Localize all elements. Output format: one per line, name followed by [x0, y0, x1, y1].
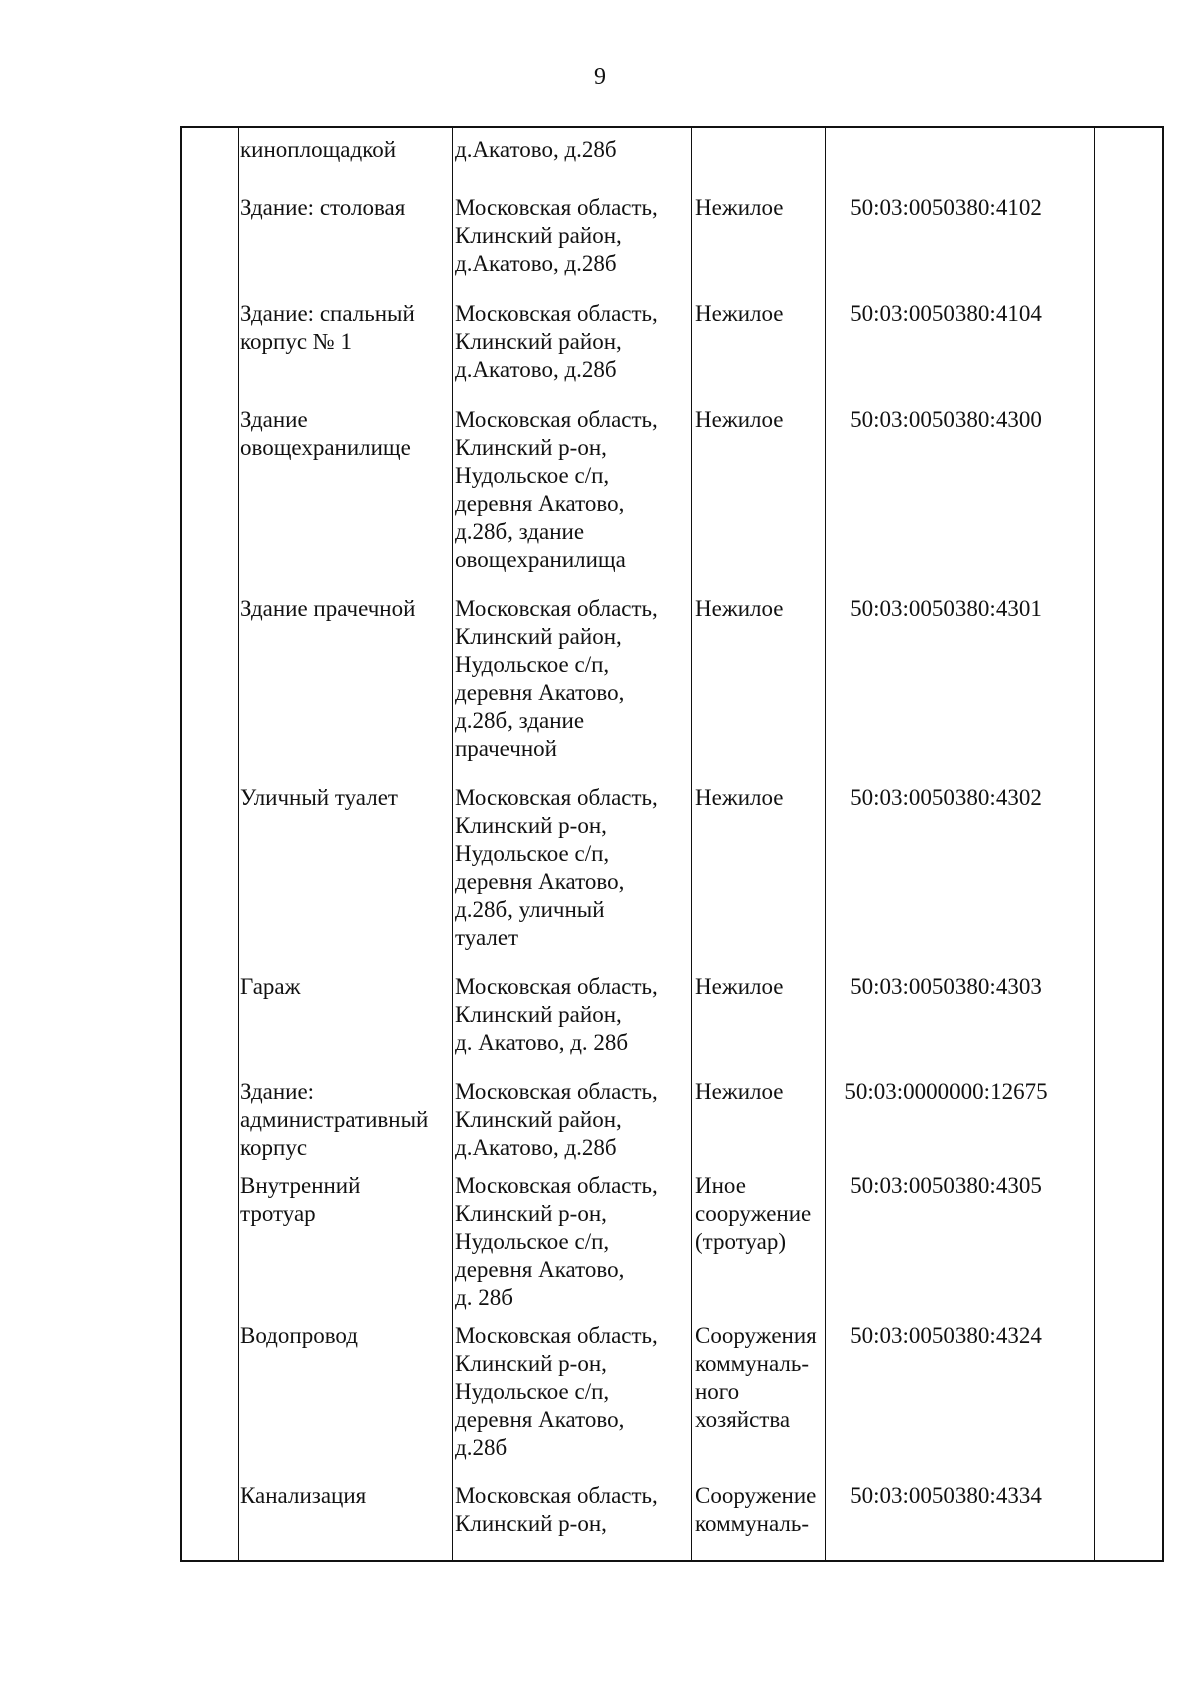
object-type [695, 300, 784, 328]
object-address [455, 406, 658, 574]
object-address-line: Нудольское с/п, [455, 1379, 610, 1404]
object-name-line: тротуар [240, 1201, 316, 1226]
cadastral-number: 50:03:0050380:4301 [850, 596, 1042, 621]
object-address-line: Московская область, [455, 596, 658, 621]
object-address-line: Московская область, [455, 1323, 658, 1348]
object-type-line: коммуналь- [695, 1511, 810, 1536]
object-type [695, 784, 784, 812]
object-type-line: Иное [695, 1173, 746, 1198]
object-type [695, 1322, 817, 1434]
object-type-line: Нежилое [695, 974, 784, 999]
column-divider [452, 128, 453, 1560]
object-address [455, 300, 658, 384]
object-address-line: Нудольское с/п, [455, 463, 610, 488]
object-address [455, 1322, 658, 1462]
object-name [240, 973, 301, 1001]
object-type [695, 1482, 816, 1538]
object-name [240, 194, 405, 222]
object-address-line: Московская область, [455, 974, 658, 999]
object-address-line: овощехранилища [455, 547, 626, 572]
object-type [695, 406, 784, 434]
object-address-line: Московская область, [455, 407, 658, 432]
object-name-line: корпус № 1 [240, 329, 352, 354]
object-address-line: Клинский р-он, [455, 1511, 607, 1536]
cadastral-number: 50:03:0050380:4302 [850, 785, 1042, 810]
object-address-line: Клинский р-он, [455, 1201, 607, 1226]
object-address [455, 595, 658, 763]
object-type-line: Сооружения [695, 1323, 817, 1348]
object-address [455, 1078, 658, 1162]
object-address-line: деревня Акатово, [455, 1257, 625, 1282]
object-type-line: сооружение [695, 1201, 812, 1226]
object-address [455, 973, 658, 1057]
object-address-line: туалет [455, 925, 519, 950]
object-address-line: Московская область, [455, 1483, 658, 1508]
object-address-line: Московская область, [455, 301, 658, 326]
object-type-line: хозяйства [695, 1407, 791, 1432]
object-address-line: Клинский район, [455, 223, 622, 248]
object-type-line: Нежилое [695, 195, 784, 220]
cadastral-number: 50:03:0000000:12675 [844, 1079, 1048, 1104]
object-type-line: Нежилое [695, 1079, 784, 1104]
object-address-line: Московская область, [455, 785, 658, 810]
object-address-line: д. 28б [455, 1285, 513, 1310]
object-type-line: Нежилое [695, 785, 784, 810]
object-address-line: Клинский р-он, [455, 813, 607, 838]
cadastral-number: 50:03:0050380:4324 [850, 1323, 1042, 1348]
object-address [455, 136, 617, 164]
object-address-line: Московская область, [455, 195, 658, 220]
object-address-line: Нудольское с/п, [455, 1229, 610, 1254]
object-address-line: деревня Акатово, [455, 491, 625, 516]
cadastral-number: 50:03:0050380:4104 [850, 301, 1042, 326]
object-name-line: Здание: столовая [240, 195, 406, 220]
object-address-line: д.28б, уличный [455, 897, 605, 922]
object-name-line: овощехранилище [240, 435, 411, 460]
object-address-line: д.Акатово, д.28б [455, 357, 617, 382]
column-divider [691, 128, 692, 1560]
object-type-line: ного [695, 1379, 740, 1404]
object-name-line: административный [240, 1107, 429, 1132]
object-name [240, 136, 396, 164]
object-address-line: д.Акатово, д.28б [455, 137, 617, 162]
object-name [240, 406, 411, 462]
object-name-line: Канализация [240, 1483, 367, 1508]
object-type [695, 595, 784, 623]
object-address-line: Клинский р-он, [455, 1351, 607, 1376]
object-type [695, 973, 784, 1001]
object-address-line: Клинский район, [455, 329, 622, 354]
cadastral-number: 50:03:0050380:4334 [850, 1483, 1042, 1508]
object-name [240, 1322, 358, 1350]
object-address-line: д.28б [455, 1435, 508, 1460]
object-address-line: Клинский район, [455, 1107, 622, 1132]
object-name-line: Здание: [240, 1079, 315, 1104]
object-address-line: д.28б, здание [455, 519, 585, 544]
object-address [455, 1482, 658, 1538]
object-name [240, 595, 415, 623]
object-name-line: корпус [240, 1135, 308, 1160]
object-address-line: д.Акатово, д.28б [455, 251, 617, 276]
object-address-line: деревня Акатово, [455, 680, 625, 705]
column-divider [825, 128, 826, 1560]
cadastral-number: 50:03:0050380:4300 [850, 407, 1042, 432]
object-address-line: Московская область, [455, 1173, 658, 1198]
object-name-line: Гараж [240, 974, 301, 999]
object-name-line: Здание прачечной [240, 596, 416, 621]
cadastral-number: 50:03:0050380:4102 [850, 195, 1042, 220]
property-table [180, 126, 1164, 1562]
column-divider [1094, 128, 1095, 1560]
object-type [695, 194, 784, 222]
column-divider [238, 128, 239, 1560]
object-address-line: Московская область, [455, 1079, 658, 1104]
object-address-line: Клинский район, [455, 624, 622, 649]
object-address-line: Клинский р-он, [455, 435, 607, 460]
object-name [240, 1078, 428, 1162]
object-type [695, 1078, 784, 1106]
page-number: 9 [594, 64, 606, 90]
object-address [455, 194, 658, 278]
object-type-line: Нежилое [695, 407, 784, 432]
object-address-line: д. Акатово, д. 28б [455, 1030, 629, 1055]
object-name [240, 300, 415, 356]
object-name-line: Здание: спальный [240, 301, 415, 326]
object-name-line: Здание [240, 407, 308, 432]
object-address [455, 1172, 658, 1312]
object-name [240, 1172, 360, 1228]
object-address-line: деревня Акатово, [455, 869, 625, 894]
cadastral-number: 50:03:0050380:4305 [850, 1173, 1042, 1198]
object-name [240, 1482, 366, 1510]
object-name-line: Водопровод [240, 1323, 358, 1348]
object-type-line: Нежилое [695, 301, 784, 326]
object-type-line: (тротуар) [695, 1229, 787, 1254]
object-address-line: Нудольское с/п, [455, 841, 610, 866]
object-address-line: Клинский район, [455, 1002, 622, 1027]
object-type-line: коммуналь- [695, 1351, 810, 1376]
object-address-line: д.Акатово, д.28б [455, 1135, 617, 1160]
object-name [240, 784, 398, 812]
cadastral-number: 50:03:0050380:4303 [850, 974, 1042, 999]
object-address-line: прачечной [455, 736, 557, 761]
object-address-line: деревня Акатово, [455, 1407, 625, 1432]
object-name-line: киноплощадкой [240, 137, 397, 162]
object-type-line: Нежилое [695, 596, 784, 621]
object-name-line: Уличный туалет [240, 785, 398, 810]
object-type-line: Сооружение [695, 1483, 817, 1508]
object-address-line: д.28б, здание [455, 708, 585, 733]
object-type [695, 1172, 811, 1256]
object-address [455, 784, 658, 952]
object-name-line: Внутренний [240, 1173, 361, 1198]
object-address-line: Нудольское с/п, [455, 652, 610, 677]
